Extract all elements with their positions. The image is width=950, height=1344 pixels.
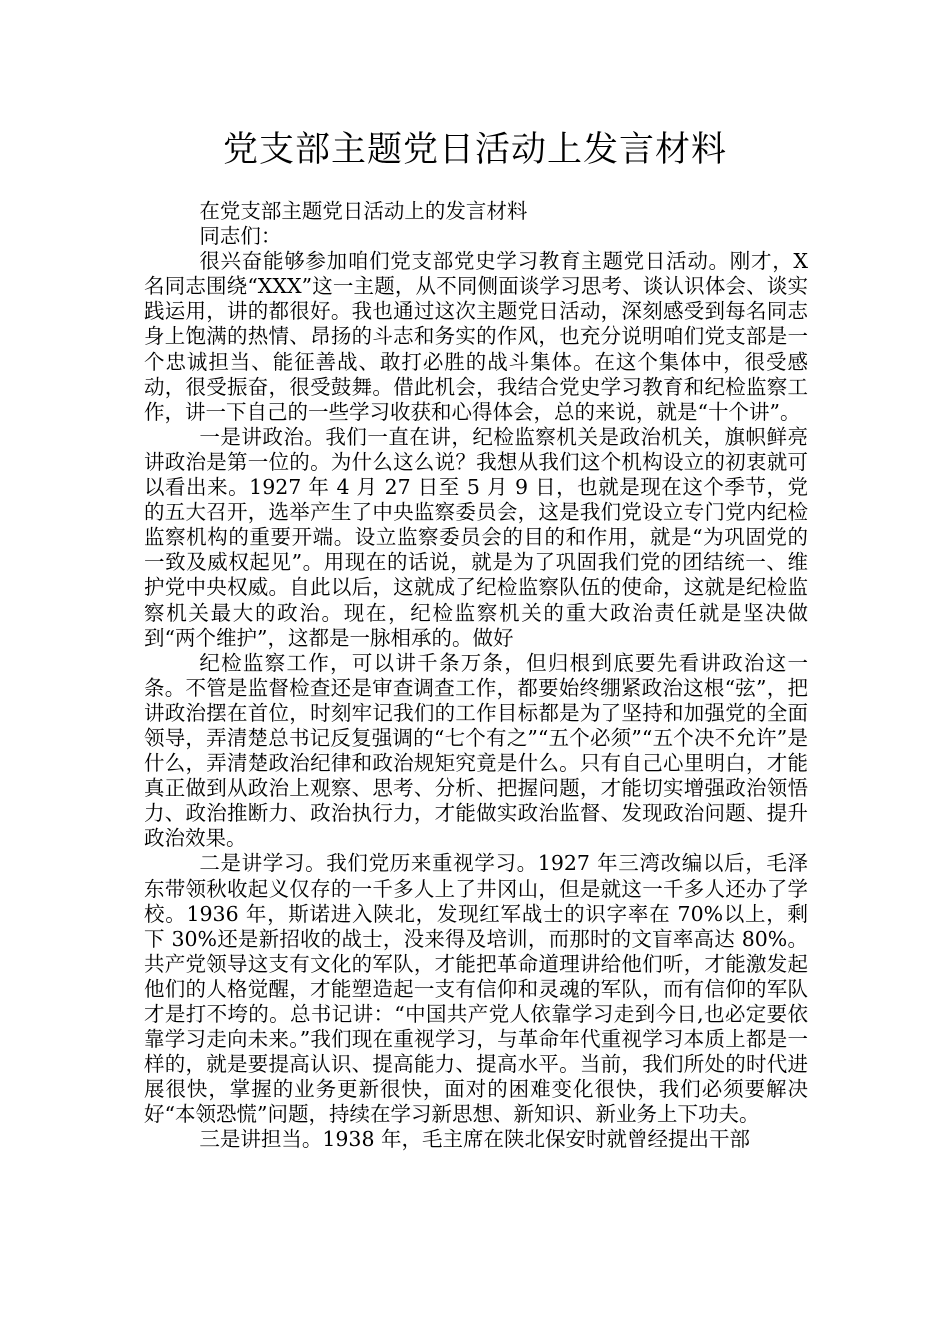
body-paragraph: 三是讲担当。1938 年，毛主席在陕北保安时就曾经提出干部 bbox=[199, 1127, 751, 1152]
body-paragraph: 二是讲学习。我们党历来重视学习。1927 年三湾改编以后，毛泽东带领秋收起义仅存的一千多人上了井冈山，但是就这一千多人还办了学校。1936 年，斯诺进入陕北，发现红军战士的识字率在 70%以上，剩下 30%还是新招收的战士，没来得及培训，而那时的文盲率高达 80%。共产党领导这支有文化的军队，才能把革命道理讲给他们听，才能激发起他们的人格觉醒，才能塑造起一支有信仰和灵魂的军队，而有信仰的军队才是打不垮的。总书记讲：“中国共产党人依靠学习走到今日,也必定要依靠学习走向未来。”我们现在重视学习，与革命年代重视学习本质上都是一样的，就是要提高认识、提高能力、提高水平。当前，我们所处的时代进展很快，掌握的业务更新很快，面对的困难变化很快，我们必须要解决好“本领恐慌”问题，持续在学习新思想、新知识、新业务上下功夫。 bbox=[144, 851, 808, 1127]
body-paragraph: 一是讲政治。我们一直在讲，纪检监察机关是政治机关，旗帜鲜亮讲政治是第一位的。为什么这么说？我想从我们这个机构设立的初衷就可以看出来。1927 年 4 月 27 日至 5 月 9 日，也就是现在这个季节，党的五大召开，选举产生了中央监察委员会，这是我们党设立专门党内纪检监察机构的重要开端。设立监察委员会的目的和作用，就是“为巩固党的一致及威权起见”。用现在的话说，就是为了巩固我们党的团结统一、维护党中央权威。自此以后，这就成了纪检监察队伍的使命，这就是纪检监察机关最大的政治。现在，纪检监察机关的重大政治责任就是坚决做到“两个维护”，这都是一脉相承的。做好 bbox=[144, 424, 808, 650]
document-title: 党支部主题党日活动上发言材料 bbox=[222, 130, 727, 170]
salutation: 同志们： bbox=[199, 224, 282, 249]
document-subtitle: 在党支部主题党日活动上的发言材料 bbox=[199, 199, 528, 223]
body-paragraph: 很兴奋能够参加咱们党支部党史学习教育主题党日活动。刚才，X 名同志围绕“XXX”这一主题，从不同侧面谈学习思考、谈认识体会、谈实践运用，讲的都很好。我也通过这次主题党日活动，深刻感受到每名同志身上饱满的热情、昂扬的斗志和务实的作风，也充分说明咱们党支部是一个忠诚担当、能征善战、敢打必胜的战斗集体。在这个集体中，很受感动，很受振奋，很受鼓舞。借此机会，我结合党史学习教育和纪检监察工作，讲一下自己的一些学习收获和心得体会，总的来说，就是“十个讲”。 bbox=[144, 249, 808, 424]
document-body bbox=[144, 199, 808, 1153]
body-paragraph: 纪检监察工作，可以讲千条万条，但归根到底要先看讲政治这一条。不管是监督检查还是审查调查工作，都要始终绷紧政治这根“弦”，把讲政治摆在首位，时刻牢记我们的工作目标都是为了坚持和加强党的全面领导，弄清楚总书记反复强调的“七个有之”“五个必须”“五个决不允许”是什么，弄清楚政治纪律和政治规矩究竟是什么。只有自己心里明白，才能真正做到从政治上观察、思考、分析、把握问题，才能切实增强政治领悟力、政治推断力、政治执行力，才能做实政治监督、发现政治问题、提升政治效果。 bbox=[144, 650, 808, 851]
